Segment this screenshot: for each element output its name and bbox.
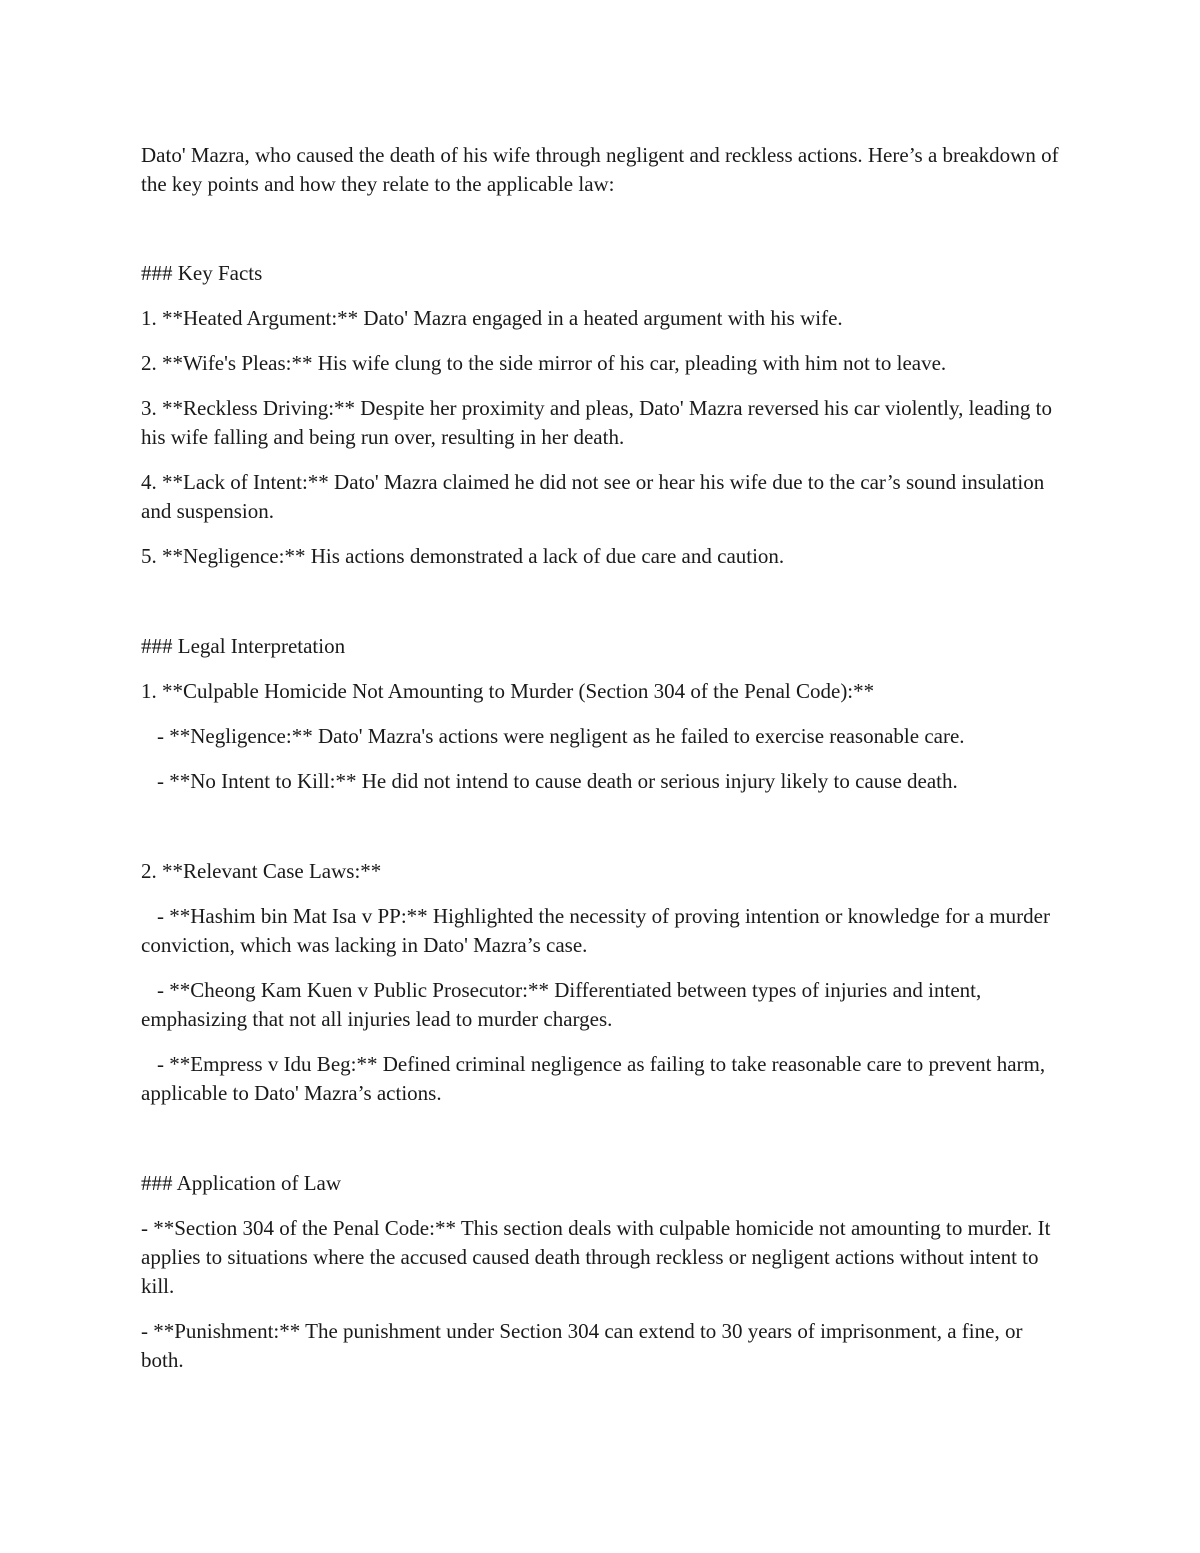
application-item: - **Section 304 of the Penal Code:** This section deals with culpable homicide not amounting to murder. It applies to situations where the accused caused death through reckless or negligent actions without intent to kill. [141,1216,1051,1298]
legal-point-1: 1. **Culpable Homicide Not Amounting to Murder (Section 304 of the Penal Code):** [141,679,875,703]
legal-subpoint: - **Negligence:** Dato' Mazra's actions were negligent as he failed to exercise reasonable care. [157,724,965,748]
key-facts-heading: ### Key Facts [141,261,263,285]
legal-interpretation-heading: ### Legal Interpretation [141,634,346,658]
key-fact-item: 5. **Negligence:** His actions demonstrated a lack of due care and caution. [141,544,785,568]
case-law-item: - **Hashim bin Mat Isa v PP:** Highlighted the necessity of proving intention or knowledge for a murder conviction, which was lacking in Dato' Mazra’s case. [141,904,1050,957]
legal-point-2: 2. **Relevant Case Laws:** [141,859,382,883]
application-of-law-heading: ### Application of Law [141,1171,342,1195]
key-fact-item: 3. **Reckless Driving:** Despite her proximity and pleas, Dato' Mazra reversed his car violently, leading to his wife falling and being run over, resulting in her death. [141,396,1053,449]
key-fact-item: 2. **Wife's Pleas:** His wife clung to the side mirror of his car, pleading with him not to leave. [141,351,947,375]
intro-paragraph: Dato' Mazra, who caused the death of his wife through negligent and reckless actions. Here’s a breakdown of the key points and how they relate to the applicable law: [141,143,1059,196]
key-fact-item: 1. **Heated Argument:** Dato' Mazra engaged in a heated argument with his wife. [141,306,843,330]
key-fact-item: 4. **Lack of Intent:** Dato' Mazra claimed he did not see or hear his wife due to the car’s sound insulation and suspension. [141,470,1045,523]
application-item: - **Punishment:** The punishment under Section 304 can extend to 30 years of imprisonment, a fine, or both. [141,1319,1023,1372]
legal-subpoint: - **No Intent to Kill:** He did not intend to cause death or serious injury likely to cause death. [157,769,958,793]
case-law-item: - **Cheong Kam Kuen v Public Prosecutor:** Differentiated between types of injuries and intent, emphasizing that not all injuries lead to murder charges. [141,978,982,1031]
document-body [141,141,1066,1391]
case-law-item: - **Empress v Idu Beg:** Defined criminal negligence as failing to take reasonable care to prevent harm, applicable to Dato' Mazra’s actions. [141,1052,1046,1105]
